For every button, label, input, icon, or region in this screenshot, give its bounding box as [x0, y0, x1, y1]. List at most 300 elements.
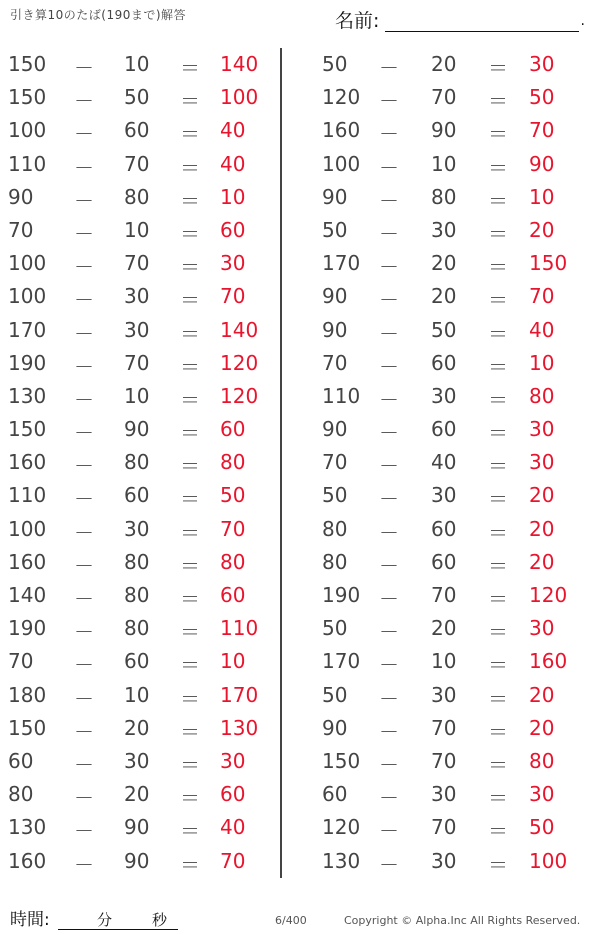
minus-sign: －	[74, 421, 94, 446]
minuend: 180	[8, 682, 47, 707]
minuend: 100	[322, 151, 361, 176]
subtrahend: 50	[124, 85, 150, 110]
minuend: 50	[322, 217, 348, 242]
equals-sign: ＝	[180, 487, 200, 512]
equals-sign: ＝	[488, 122, 508, 147]
subtrahend: 30	[124, 516, 150, 541]
subtrahend: 80	[431, 184, 457, 209]
equals-sign: ＝	[180, 421, 200, 446]
answer: 20	[529, 483, 555, 508]
problem-row	[305, 380, 575, 413]
subtrahend: 70	[124, 151, 150, 176]
equals-sign: ＝	[488, 354, 508, 379]
footer	[0, 905, 600, 935]
minuend: 130	[8, 383, 47, 408]
subtrahend: 30	[431, 383, 457, 408]
equals-sign: ＝	[488, 221, 508, 246]
minus-sign: －	[379, 89, 399, 114]
minus-sign: －	[379, 653, 399, 678]
page-number: 6/400	[275, 914, 307, 927]
minus-sign: －	[379, 752, 399, 777]
subtrahend: 60	[431, 417, 457, 442]
equals-sign: ＝	[488, 686, 508, 711]
answer: 20	[529, 549, 555, 574]
subtrahend: 50	[431, 317, 457, 342]
minus-sign: －	[74, 587, 94, 611]
equals-sign: ＝	[488, 321, 508, 346]
minuend: 170	[322, 649, 361, 674]
minuend: 160	[322, 118, 361, 143]
problem-row	[0, 778, 270, 811]
equals-sign: ＝	[488, 719, 508, 744]
minuend: 110	[322, 383, 361, 408]
answer: 80	[220, 450, 246, 475]
minuend: 100	[8, 284, 47, 309]
problem-row	[0, 579, 270, 612]
minuend: 90	[322, 417, 348, 442]
answer: 70	[220, 284, 246, 309]
problem-row	[0, 48, 270, 81]
minuend: 130	[322, 848, 361, 873]
equals-sign: ＝	[488, 454, 508, 479]
subtrahend: 70	[124, 251, 150, 276]
equals-sign: ＝	[180, 354, 200, 379]
answer: 170	[220, 682, 259, 707]
answer: 20	[529, 516, 555, 541]
equals-sign: ＝	[180, 56, 200, 80]
subtrahend: 20	[431, 251, 457, 276]
minuend: 70	[8, 217, 34, 242]
answer: 30	[529, 52, 555, 76]
subtrahend: 10	[124, 383, 150, 408]
minus-sign: －	[379, 686, 399, 711]
subtrahend: 70	[431, 715, 457, 740]
answer: 40	[220, 815, 246, 840]
subtrahend: 30	[431, 217, 457, 242]
equals-sign: ＝	[180, 188, 200, 213]
minus-sign: －	[74, 188, 94, 213]
answer: 20	[529, 715, 555, 740]
minuend: 90	[322, 317, 348, 342]
minuend: 80	[322, 549, 348, 574]
subtrahend: 30	[124, 748, 150, 773]
left-problem-column	[0, 48, 270, 878]
right-problem-column	[305, 48, 575, 878]
minus-sign: －	[74, 354, 94, 379]
subtrahend: 30	[431, 682, 457, 707]
problem-row	[0, 247, 270, 280]
subtrahend: 60	[124, 483, 150, 508]
minus-sign: －	[74, 89, 94, 114]
minus-sign: －	[379, 520, 399, 545]
minuend: 150	[8, 52, 47, 76]
problem-row	[305, 280, 575, 313]
minuend: 160	[8, 848, 47, 873]
problem-row	[305, 745, 575, 778]
subtrahend: 70	[431, 85, 457, 110]
minus-sign: －	[379, 321, 399, 346]
subtrahend: 80	[124, 184, 150, 209]
equals-sign: ＝	[180, 155, 200, 180]
answer: 110	[220, 616, 259, 641]
problem-row	[0, 181, 270, 214]
minuend: 80	[322, 516, 348, 541]
subtrahend: 60	[124, 118, 150, 143]
subtrahend: 90	[124, 815, 150, 840]
equals-sign: ＝	[488, 255, 508, 280]
problem-row	[0, 712, 270, 745]
minuend: 100	[8, 118, 47, 143]
answer: 30	[529, 417, 555, 442]
subtrahend: 90	[124, 848, 150, 873]
equals-sign: ＝	[180, 719, 200, 744]
problem-row	[0, 380, 270, 413]
minus-sign: －	[379, 454, 399, 479]
minuend: 70	[322, 350, 348, 375]
problem-row	[305, 148, 575, 181]
minuend: 150	[8, 715, 47, 740]
name-label: 名前:	[335, 10, 380, 32]
minus-sign: －	[379, 56, 399, 80]
answer: 120	[529, 583, 568, 607]
problem-row	[305, 181, 575, 214]
problem-row	[0, 811, 270, 844]
problem-row	[305, 446, 575, 479]
minuend: 140	[8, 583, 47, 607]
problem-row	[0, 745, 270, 778]
answer: 30	[529, 782, 555, 807]
problem-row	[0, 314, 270, 347]
answer: 30	[529, 616, 555, 641]
name-field	[335, 6, 585, 32]
minuend: 160	[8, 549, 47, 574]
problem-row	[0, 81, 270, 114]
minus-sign: －	[379, 587, 399, 611]
answer: 30	[529, 450, 555, 475]
equals-sign: ＝	[488, 819, 508, 844]
minus-sign: －	[74, 122, 94, 147]
minuend: 50	[322, 682, 348, 707]
subtrahend: 90	[124, 417, 150, 442]
subtrahend: 10	[431, 151, 457, 176]
problem-row	[305, 645, 575, 678]
worksheet-title: 引き算10のたば(190まで)解答	[10, 8, 187, 22]
problem-row	[305, 81, 575, 114]
equals-sign: ＝	[180, 553, 200, 578]
equals-sign: ＝	[180, 819, 200, 844]
minuend: 60	[8, 748, 34, 773]
answer: 50	[529, 85, 555, 110]
answer: 90	[529, 151, 555, 176]
answer: 30	[220, 748, 246, 773]
answer: 70	[220, 516, 246, 541]
minuend: 70	[8, 649, 34, 674]
minus-sign: －	[379, 487, 399, 512]
problem-row	[0, 114, 270, 147]
answer: 70	[220, 848, 246, 873]
minus-sign: －	[74, 686, 94, 711]
answer: 30	[220, 251, 246, 276]
seconds-label: 秒	[152, 911, 168, 929]
problem-row	[0, 347, 270, 380]
minus-sign: －	[379, 288, 399, 313]
minuend: 60	[322, 782, 348, 807]
minuend: 170	[8, 317, 47, 342]
equals-sign: ＝	[180, 686, 200, 711]
minuend: 110	[8, 483, 47, 508]
equals-sign: ＝	[180, 122, 200, 147]
subtrahend: 10	[431, 649, 457, 674]
subtrahend: 80	[124, 616, 150, 641]
answer: 50	[529, 815, 555, 840]
minuend: 120	[322, 815, 361, 840]
subtrahend: 10	[124, 217, 150, 242]
answer: 120	[220, 383, 259, 408]
problem-row	[305, 479, 575, 512]
minus-sign: －	[379, 255, 399, 280]
equals-sign: ＝	[180, 454, 200, 479]
problem-row	[0, 612, 270, 645]
equals-sign: ＝	[180, 653, 200, 678]
minuend: 190	[8, 350, 47, 375]
problem-row	[0, 280, 270, 313]
answer: 10	[220, 649, 246, 674]
minus-sign: －	[379, 122, 399, 147]
minus-sign: －	[379, 421, 399, 446]
subtrahend: 40	[431, 450, 457, 475]
answer: 20	[529, 217, 555, 242]
subtrahend: 70	[431, 583, 457, 607]
equals-sign: ＝	[180, 520, 200, 545]
subtrahend: 30	[431, 848, 457, 873]
equals-sign: ＝	[488, 89, 508, 114]
problem-row	[0, 214, 270, 247]
answer: 160	[529, 649, 568, 674]
subtrahend: 70	[431, 815, 457, 840]
equals-sign: ＝	[488, 620, 508, 645]
answer: 120	[220, 350, 259, 375]
minuend: 80	[8, 782, 34, 807]
equals-sign: ＝	[180, 387, 200, 412]
problem-row	[0, 645, 270, 678]
minuend: 100	[8, 251, 47, 276]
subtrahend: 60	[431, 516, 457, 541]
subtrahend: 30	[124, 317, 150, 342]
minuend: 150	[8, 85, 47, 110]
minus-sign: －	[74, 387, 94, 412]
answer: 130	[220, 715, 259, 740]
subtrahend: 60	[124, 649, 150, 674]
answer: 40	[220, 118, 246, 143]
minus-sign: －	[379, 786, 399, 811]
answer: 10	[529, 184, 555, 209]
minuend: 70	[322, 450, 348, 475]
equals-sign: ＝	[488, 587, 508, 611]
minus-sign: －	[74, 620, 94, 645]
problem-row	[305, 48, 575, 81]
minuend: 50	[322, 483, 348, 508]
equals-sign: ＝	[180, 255, 200, 280]
minus-sign: －	[74, 752, 94, 777]
equals-sign: ＝	[180, 852, 200, 877]
minuend: 160	[8, 450, 47, 475]
minuend: 90	[322, 284, 348, 309]
equals-sign: ＝	[488, 188, 508, 213]
equals-sign: ＝	[180, 587, 200, 611]
answer: 70	[529, 284, 555, 309]
minuend: 110	[8, 151, 47, 176]
minus-sign: －	[379, 553, 399, 578]
answer: 10	[529, 350, 555, 375]
problem-row	[305, 114, 575, 147]
minuend: 50	[322, 52, 348, 76]
minuend: 50	[322, 616, 348, 641]
answer: 50	[220, 483, 246, 508]
subtrahend: 60	[431, 350, 457, 375]
name-end-dot: .	[580, 13, 585, 29]
answer: 100	[220, 85, 259, 110]
problem-row	[0, 679, 270, 712]
answer: 70	[529, 118, 555, 143]
subtrahend: 70	[431, 748, 457, 773]
minuend: 130	[8, 815, 47, 840]
minus-sign: －	[74, 520, 94, 545]
subtrahend: 80	[124, 450, 150, 475]
minutes-label: 分	[97, 911, 113, 929]
subtrahend: 20	[431, 52, 457, 76]
subtrahend: 90	[431, 118, 457, 143]
problem-row	[305, 612, 575, 645]
answer: 150	[529, 251, 568, 276]
equals-sign: ＝	[488, 852, 508, 877]
column-divider	[280, 48, 282, 878]
problem-row	[0, 413, 270, 446]
subtrahend: 80	[124, 583, 150, 607]
equals-sign: ＝	[488, 288, 508, 313]
problem-row	[305, 247, 575, 280]
problem-row	[0, 845, 270, 878]
minus-sign: －	[379, 354, 399, 379]
problem-row	[0, 148, 270, 181]
minus-sign: －	[379, 221, 399, 246]
answer: 80	[220, 549, 246, 574]
equals-sign: ＝	[488, 56, 508, 80]
minuend: 150	[8, 417, 47, 442]
equals-sign: ＝	[488, 155, 508, 180]
equals-sign: ＝	[488, 487, 508, 512]
answer: 80	[529, 383, 555, 408]
minus-sign: －	[74, 288, 94, 313]
equals-sign: ＝	[488, 421, 508, 446]
minus-sign: －	[74, 719, 94, 744]
minuend: 120	[322, 85, 361, 110]
problem-row	[0, 513, 270, 546]
minus-sign: －	[379, 188, 399, 213]
minuend: 190	[8, 616, 47, 641]
problem-row	[305, 811, 575, 844]
minus-sign: －	[74, 221, 94, 246]
equals-sign: ＝	[488, 752, 508, 777]
problem-row	[305, 712, 575, 745]
answer: 10	[220, 184, 246, 209]
minuend: 190	[322, 583, 361, 607]
problem-row	[305, 214, 575, 247]
subtrahend: 10	[124, 682, 150, 707]
copyright-notice: Copyright © Alpha.Inc All Rights Reserved.	[344, 914, 581, 927]
minus-sign: －	[379, 819, 399, 844]
problem-row	[305, 778, 575, 811]
equals-sign: ＝	[488, 387, 508, 412]
subtrahend: 20	[431, 616, 457, 641]
time-label: 時間:	[10, 910, 50, 930]
answer: 60	[220, 583, 246, 607]
subtrahend: 30	[431, 782, 457, 807]
answer: 40	[529, 317, 555, 342]
answer: 60	[220, 417, 246, 442]
minus-sign: －	[74, 321, 94, 346]
answer: 20	[529, 682, 555, 707]
equals-sign: ＝	[180, 89, 200, 114]
minus-sign: －	[74, 454, 94, 479]
equals-sign: ＝	[488, 520, 508, 545]
name-underline	[385, 31, 579, 32]
equals-sign: ＝	[488, 786, 508, 811]
minus-sign: －	[74, 155, 94, 180]
subtrahend: 80	[124, 549, 150, 574]
problem-row	[305, 845, 575, 878]
minus-sign: －	[379, 155, 399, 180]
minuend: 90	[322, 184, 348, 209]
problem-row	[305, 679, 575, 712]
equals-sign: ＝	[180, 288, 200, 313]
minuend: 100	[8, 516, 47, 541]
problem-row	[305, 347, 575, 380]
minuend: 90	[322, 715, 348, 740]
problem-row	[0, 479, 270, 512]
answer: 40	[220, 151, 246, 176]
subtrahend: 70	[124, 350, 150, 375]
minuend: 170	[322, 251, 361, 276]
equals-sign: ＝	[488, 653, 508, 678]
minuend: 150	[322, 748, 361, 773]
equals-sign: ＝	[488, 553, 508, 578]
subtrahend: 20	[124, 715, 150, 740]
subtrahend: 20	[124, 782, 150, 807]
minus-sign: －	[74, 786, 94, 811]
minus-sign: －	[74, 56, 94, 80]
problem-row	[305, 546, 575, 579]
problem-row	[305, 579, 575, 612]
answer: 100	[529, 848, 568, 873]
minus-sign: －	[74, 553, 94, 578]
equals-sign: ＝	[180, 786, 200, 811]
minus-sign: －	[379, 387, 399, 412]
minus-sign: －	[379, 852, 399, 877]
minus-sign: －	[74, 255, 94, 280]
subtrahend: 60	[431, 549, 457, 574]
answer: 140	[220, 317, 259, 342]
problem-row	[305, 314, 575, 347]
minus-sign: －	[74, 852, 94, 877]
answer: 60	[220, 217, 246, 242]
equals-sign: ＝	[180, 752, 200, 777]
equals-sign: ＝	[180, 620, 200, 645]
equals-sign: ＝	[180, 221, 200, 246]
subtrahend: 30	[431, 483, 457, 508]
subtrahend: 10	[124, 52, 150, 76]
answer: 60	[220, 782, 246, 807]
minus-sign: －	[379, 719, 399, 744]
